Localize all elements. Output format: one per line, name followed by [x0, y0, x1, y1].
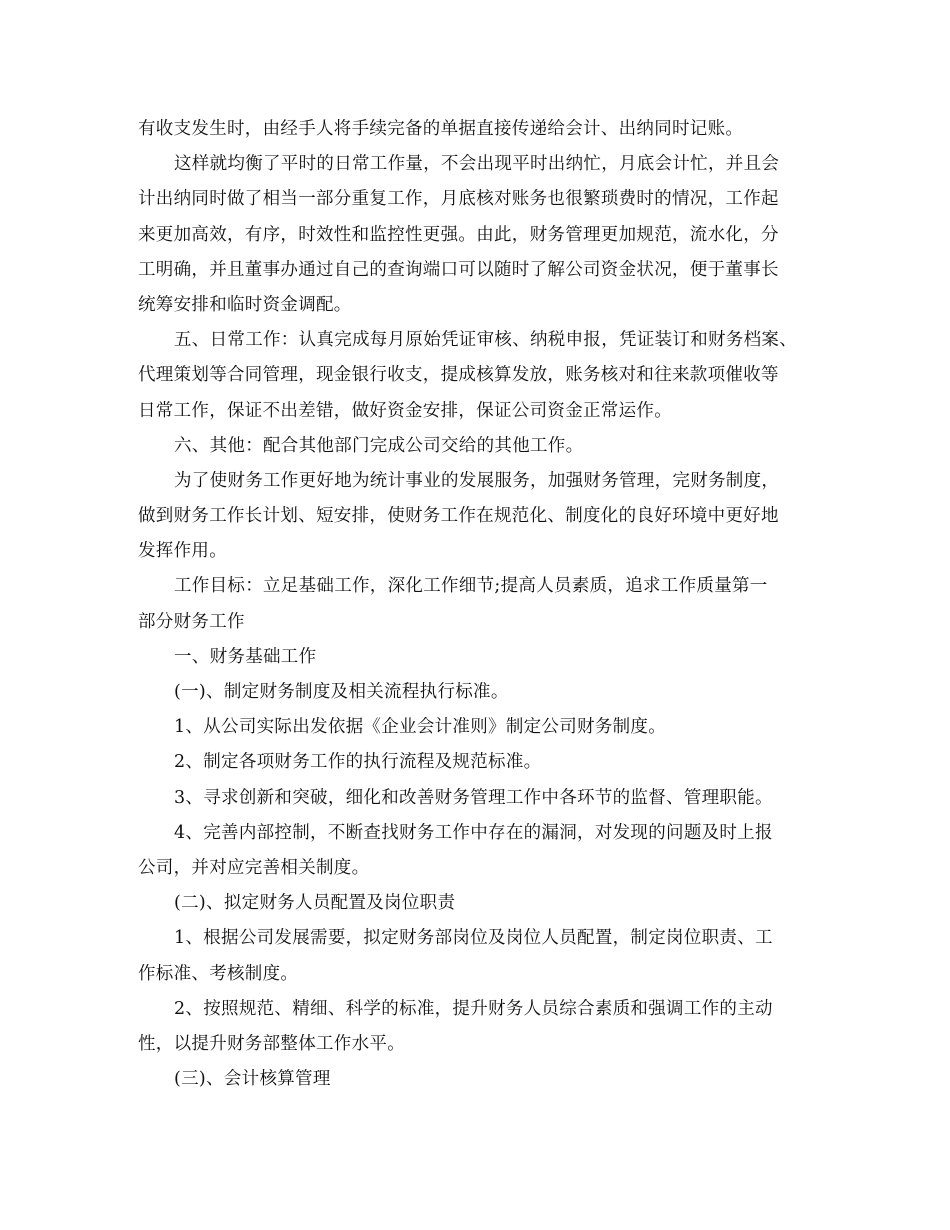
text-line: 这样就均衡了平时的日常工作量，不会出现平时出纳忙，月底会计忙，并且会 — [174, 154, 780, 175]
text-line: 4、完善内部控制，不断查找财务工作中存在的漏洞，对发现的问题及时上报 — [174, 822, 773, 843]
text-line: 工作目标：立足基础工作，深化工作细节;提高人员素质，追求工作质量第一 — [174, 576, 768, 597]
text-line: 统筹安排和临时资金调配。 — [138, 294, 352, 315]
text-line: 有收支发生时，由经手人将手续完备的单据直接传递给会计、出纳同时记账。 — [138, 119, 744, 139]
text-line: 六、其他：配合其他部门完成公司交给的其他工作。 — [174, 435, 584, 456]
text-line: 五、日常工作：认真完成每月原始凭证审核、纳税申报，凭证装订和财务档案、 — [174, 330, 797, 351]
text-line: (二)、拟定财务人员配置及岗位职责 — [174, 893, 456, 914]
text-line: 公司，并对应完善相关制度。 — [138, 857, 370, 878]
text-line: (三)、会计核算管理 — [174, 1069, 331, 1090]
document-body — [138, 112, 818, 1097]
text-line: 做到财务工作长计划、短安排，使财务工作在规范化、制度化的良好环境中更好地 — [138, 506, 779, 527]
text-line: 工明确，并且董事办通过自己的查询端口可以随时了解公司资金状况，便于董事长 — [138, 259, 779, 280]
text-line: 1、从公司实际出发依据《企业会计准则》制定公司财务制度。 — [174, 717, 667, 738]
text-line: 代理策划等合同管理，现金银行收支，提成核算发放，账务核对和往来款项催收等 — [138, 365, 779, 386]
text-line: 一、财务基础工作 — [174, 646, 317, 667]
text-line: 部分财务工作 — [138, 611, 245, 632]
text-line: 来更加高效，有序，时效性和监控性更强。由此，财务管理更加规范，流水化，分 — [138, 224, 779, 245]
text-line: 2、按照规范、精细、科学的标准，提升财务人员综合素质和强调工作的主动 — [174, 998, 773, 1019]
text-line: 日常工作，保证不出差错，做好资金安排，保证公司资金正常运作。 — [138, 400, 672, 421]
text-line: 发挥作用。 — [138, 541, 227, 562]
text-line: 为了使财务工作更好地为统计事业的发展服务，加强财务管理，完财务制度， — [174, 470, 780, 491]
text-line: 计出纳同时做了相当一部分重复工作，月底核对账务也很繁琐费时的情况，工作起 — [138, 189, 779, 210]
text-line: 2、制定各项财务工作的执行流程及规范标准。 — [174, 752, 542, 773]
text-line: 1、根据公司发展需要，拟定财务部岗位及岗位人员配置，制定岗位职责、工 — [174, 928, 773, 949]
text-line: 3、寻求创新和突破，细化和改善财务管理工作中各环节的监督、管理职能。 — [174, 787, 773, 808]
text-line: 性，以提升财务部整体工作水平。 — [138, 1033, 405, 1054]
text-line: (一)、制定财务制度及相关流程执行标准。 — [174, 682, 509, 702]
text-line: 作标准、考核制度。 — [138, 963, 299, 984]
